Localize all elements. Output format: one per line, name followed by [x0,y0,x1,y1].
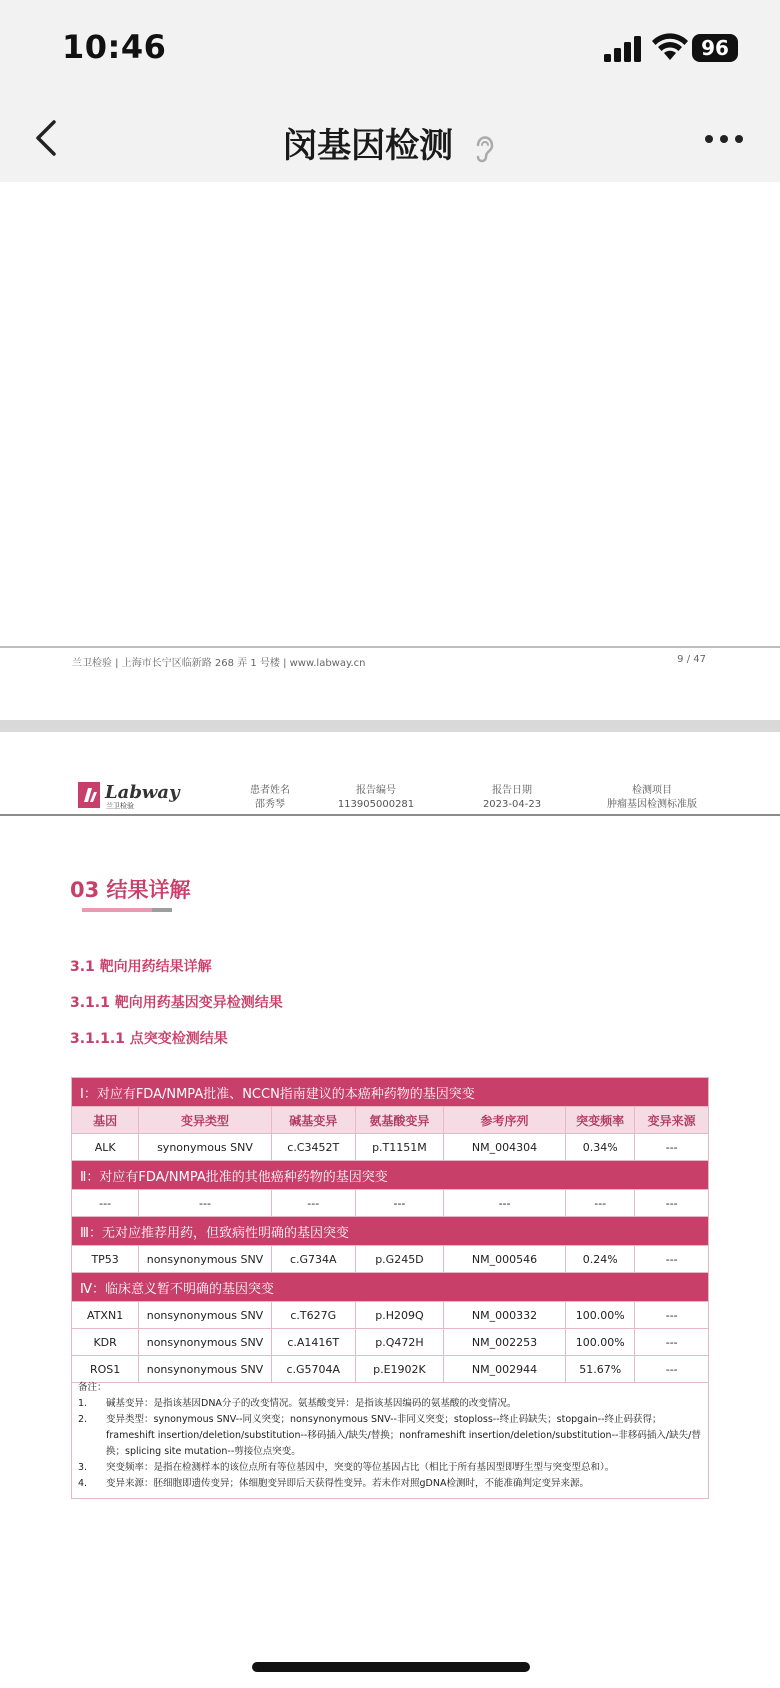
patient-name-value: 邵秀琴 [255,799,285,810]
group-title: Ⅲ：无对应推荐用药，但致病性明确的基因突变 [72,1217,709,1246]
patient-name-label: 患者姓名 [250,785,290,796]
table-cell: c.A1416T [271,1329,355,1356]
table-group-header [72,1273,709,1302]
table-cell: --- [635,1356,709,1383]
column-header: 参考序列 [444,1107,566,1134]
notes-title: 备注： [78,1382,107,1393]
column-header: 变异类型 [139,1107,271,1134]
table-cell: --- [635,1329,709,1356]
report-number-value: 113905000281 [337,799,415,810]
test-item-label: 检测项目 [632,785,672,796]
section-title: 03 结果详解 [70,878,191,902]
table-cell: nonsynonymous SNV [139,1302,271,1329]
table-cell: KDR [72,1329,139,1356]
group-title: Ⅳ：临床意义暂不明确的基因突变 [72,1273,709,1302]
note-text: 突变频率：是指在检测样本的该位点所有等位基因中，突变的等位基因占比（相比于所有基因型即野生型与突变型总和）。 [106,1462,615,1473]
report-date-value: 2023-04-23 [482,799,542,810]
status-bar [0,0,780,96]
svg-text:Labway: Labway [105,782,180,803]
table-cell: 0.24% [566,1246,635,1273]
home-indicator[interactable] [252,1662,530,1672]
table-cell: nonsynonymous SNV [139,1329,271,1356]
table-cell: --- [271,1190,355,1217]
column-header: 基因 [72,1107,139,1134]
table-cell: p.H209Q [355,1302,443,1329]
page-title [0,118,780,167]
table-cell: p.E1902K [355,1356,443,1383]
table-row [72,1246,709,1273]
note-text: 变异来源：胚细胞即遗传变异；体细胞变异即后天获得性变异。若未作对照gDNA检测时，不能准确判定变异来源。 [106,1478,589,1489]
table-cell: nonsynonymous SNV [139,1356,271,1383]
table-group-header [72,1078,709,1107]
table-cell: 100.00% [566,1302,635,1329]
note-item [78,1396,702,1412]
note-item [78,1476,702,1492]
table-cell: --- [566,1190,635,1217]
test-item-value: 肿瘤基因检测标准版 [607,799,697,810]
table-cell: c.C3452T [271,1134,355,1161]
section-underline [82,908,172,912]
header-divider [0,814,780,816]
subheading-3-1: 3.1 靶向用药结果详解 [70,959,212,975]
table-group-header [72,1161,709,1190]
column-header: 碱基变异 [271,1107,355,1134]
column-header: 氨基酸变异 [355,1107,443,1134]
note-number: 1. [78,1398,88,1409]
table-cell: --- [72,1190,139,1217]
document-page-9 [0,182,780,720]
table-group-header [72,1217,709,1246]
table-cell: --- [635,1246,709,1273]
page-number: 9 / 47 [677,654,706,665]
note-number: 4. [78,1478,88,1489]
table-cell: synonymous SNV [139,1134,271,1161]
ear-icon[interactable] [471,133,497,163]
subheading-3-1-1-1: 3.1.1.1 点突变检测结果 [70,1031,228,1047]
page-footer-text: 兰卫检验 | 上海市长宁区临新路 268 弄 1 号楼 | www.labway.cn [72,658,366,669]
table-cell: NM_002253 [444,1329,566,1356]
table-row [72,1329,709,1356]
note-text: 碱基变异：是指该基因DNA分子的改变情况。氨基酸变异：是指该基因编码的氨基酸的改变情况。 [106,1398,517,1409]
table-cell: NM_004304 [444,1134,566,1161]
svg-text:兰卫检验: 兰卫检验 [106,802,134,810]
note-text: 变异类型：synonymous SNV--同义突变；nonsynonymous SNV--非同义突变；stoploss--终止码缺失；stopgain--终止码获得；frameshift insertion/deletion/substitution--移码插入/缺失/替换；nonframeshift insertion/deletion/substitution--非移码插入/缺失/替换；splicing site mutation--剪接位点突变。 [106,1414,701,1457]
report-number-label: 报告编号 [356,785,396,796]
table-row [72,1190,709,1217]
table-cell: --- [635,1134,709,1161]
notes-list [78,1396,702,1492]
status-time: 10:46 [62,28,167,66]
table-cell: TP53 [72,1246,139,1273]
note-number: 3. [78,1462,88,1473]
table-row [72,1302,709,1329]
column-header: 突变频率 [566,1107,635,1134]
table-cell: c.G5704A [271,1356,355,1383]
table-column-headers [72,1107,709,1134]
report-date-field [462,784,562,812]
nav-bar [0,96,780,182]
mutation-results-table [71,1077,709,1383]
table-cell: --- [635,1190,709,1217]
table-cell: --- [444,1190,566,1217]
document-page-10 [0,732,780,1688]
subheading-3-1-1: 3.1.1 靶向用药基因变异检测结果 [70,995,283,1011]
table-cell: ROS1 [72,1356,139,1383]
note-item [78,1460,702,1476]
notes-box [71,1379,709,1499]
report-number-field [326,784,426,812]
test-item-field [596,784,708,812]
table-cell: --- [635,1302,709,1329]
page-title-text: 闵基因检测 [283,126,454,166]
table-cell: ATXN1 [72,1302,139,1329]
report-date-label: 报告日期 [492,785,532,796]
table-cell: --- [355,1190,443,1217]
column-header: 变异来源 [635,1107,709,1134]
table-row [72,1134,709,1161]
table-cell: NM_000546 [444,1246,566,1273]
table-cell: NM_000332 [444,1302,566,1329]
footer-divider [0,646,780,648]
labway-logo [78,780,198,810]
group-title: Ⅱ：对应有FDA/NMPA批准的其他癌种药物的基因突变 [72,1161,709,1190]
table-cell: NM_002944 [444,1356,566,1383]
table-cell: ALK [72,1134,139,1161]
note-number: 2. [78,1414,88,1425]
table-cell: nonsynonymous SNV [139,1246,271,1273]
table-cell: 51.67% [566,1356,635,1383]
group-title: Ⅰ：对应有FDA/NMPA批准、NCCN指南建议的本癌种药物的基因突变 [72,1078,709,1107]
table-cell: 100.00% [566,1329,635,1356]
table-cell: --- [139,1190,271,1217]
cellular-signal-icon [604,36,644,62]
table-cell: c.G734A [271,1246,355,1273]
table-cell: c.T627G [271,1302,355,1329]
patient-name-field [220,784,320,812]
more-icon[interactable] [704,134,744,144]
battery-indicator: 96 [692,34,738,62]
table-cell: 0.34% [566,1134,635,1161]
table-cell: p.T1151M [355,1134,443,1161]
note-item [78,1412,702,1460]
wifi-icon [652,32,688,62]
table-cell: p.G245D [355,1246,443,1273]
table-cell: p.Q472H [355,1329,443,1356]
